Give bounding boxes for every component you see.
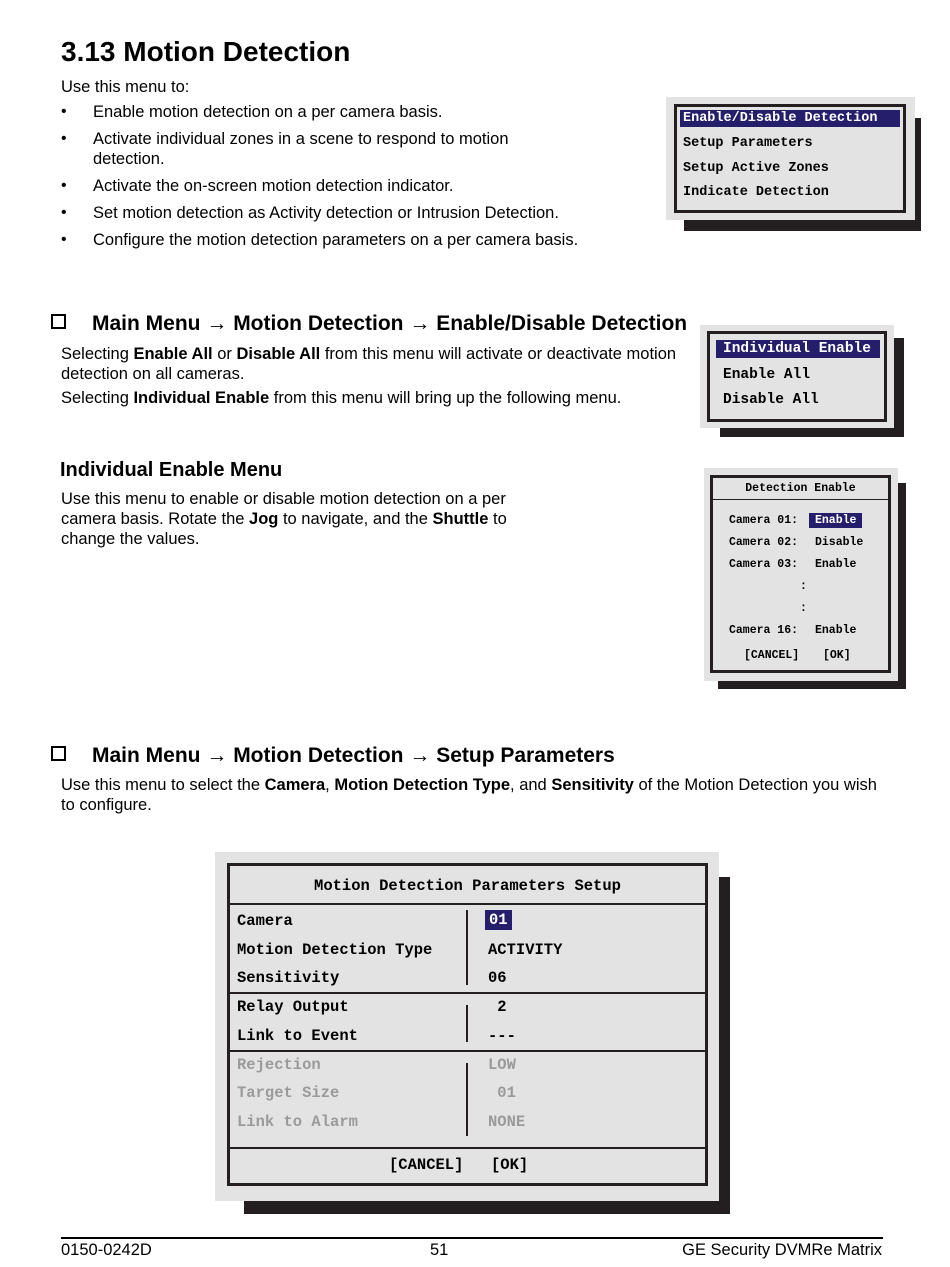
menu-item-disable-all[interactable]: Disable All <box>723 392 819 408</box>
param-value-detection-type[interactable]: ACTIVITY <box>488 941 563 959</box>
checkbox-icon <box>51 746 66 761</box>
param-value-camera[interactable]: 01 <box>485 910 512 930</box>
camera-value[interactable]: Enable <box>815 558 857 571</box>
camera-label: Camera 03: <box>729 558 799 571</box>
menu-item-enable-all[interactable]: Enable All <box>723 367 811 383</box>
intro-text: Use this menu to: <box>61 78 190 96</box>
param-label-link-event: Link to Event <box>237 1027 358 1045</box>
ok-button[interactable]: [OK] <box>823 649 851 662</box>
doc-number: 0150-0242D <box>61 1241 152 1259</box>
product-name: GE Security DVMRe Matrix <box>682 1241 882 1259</box>
page-title: 3.13 Motion Detection <box>61 36 351 67</box>
camera-label: Camera 16: <box>729 624 799 637</box>
footer-divider <box>61 1237 883 1239</box>
camera-value[interactable]: Enable <box>809 513 862 528</box>
param-label-link-alarm: Link to Alarm <box>237 1113 358 1131</box>
param-value-link-event[interactable]: --- <box>488 1027 516 1045</box>
enable-paragraph-2: Selecting Individual Enable from this menu will bring up the following menu. <box>61 389 622 407</box>
camera-value[interactable]: Enable <box>815 624 857 637</box>
menu-item-setup-parameters[interactable]: Setup Parameters <box>683 136 813 151</box>
param-label-target-size: Target Size <box>237 1084 340 1102</box>
menu-item-individual-enable[interactable]: Individual Enable <box>716 340 880 358</box>
param-label-relay-output: Relay Output <box>237 998 349 1016</box>
list-item: • Activate the on-screen motion detection indicator. <box>61 176 661 196</box>
section-heading-enable-disable: Main Menu → Motion Detection → Enable/Disable Detection <box>51 312 687 336</box>
menu-item-setup-zones[interactable]: Setup Active Zones <box>683 161 829 176</box>
list-item: • Activate individual zones in a scene to respond to motion detection. <box>61 129 563 169</box>
checkbox-icon <box>51 314 66 329</box>
ellipsis-colon: : <box>800 602 807 615</box>
enable-paragraph-1: Selecting Enable All or Disable All from this menu will activate or deactivate motion detection on all cameras. <box>61 345 677 383</box>
menu-item-enable-disable[interactable]: Enable/Disable Detection <box>680 110 900 127</box>
list-item: • Enable motion detection on a per camera basis. <box>61 102 661 122</box>
section-heading-setup-parameters: Main Menu → Motion Detection → Setup Parameters <box>51 744 615 768</box>
feature-list <box>61 102 661 257</box>
param-value-relay-output[interactable]: 2 <box>488 998 507 1016</box>
list-item: • Set motion detection as Activity detection or Intrusion Detection. <box>61 203 661 223</box>
parameters-setup-title: Motion Detection Parameters Setup <box>314 877 621 895</box>
individual-enable-paragraph: Use this menu to enable or disable motion detection on a per camera basis. Rotate the Jog to navigate, and the Shuttle to change the values. <box>61 490 507 548</box>
camera-value[interactable]: Disable <box>815 536 864 549</box>
ellipsis-colon: : <box>800 580 807 593</box>
page-number: 51 <box>430 1241 449 1259</box>
list-item: • Configure the motion detection parameters on a per camera basis. <box>61 230 661 250</box>
param-value-target-size: 01 <box>488 1084 516 1102</box>
camera-label: Camera 02: <box>729 536 799 549</box>
setup-paragraph: Use this menu to select the Camera, Motion Detection Type, and Sensitivity of the Motion Detection you wish to configure. <box>61 776 877 814</box>
menu-item-indicate-detection[interactable]: Indicate Detection <box>683 185 829 200</box>
detection-enable-title: Detection Enable <box>745 482 856 495</box>
param-value-link-alarm: NONE <box>488 1113 526 1131</box>
camera-label: Camera 01: <box>729 514 799 527</box>
individual-enable-heading: Individual Enable Menu <box>60 459 283 481</box>
cancel-button[interactable]: [CANCEL] <box>744 649 800 662</box>
ok-button[interactable]: [OK] <box>491 1156 529 1174</box>
param-label-rejection: Rejection <box>237 1056 321 1074</box>
param-label-detection-type: Motion Detection Type <box>237 941 433 959</box>
param-label-sensitivity: Sensitivity <box>237 969 340 987</box>
param-value-sensitivity[interactable]: 06 <box>488 969 507 987</box>
param-value-rejection: LOW <box>488 1056 516 1074</box>
param-label-camera: Camera <box>237 912 293 930</box>
cancel-button[interactable]: [CANCEL] <box>389 1156 464 1174</box>
